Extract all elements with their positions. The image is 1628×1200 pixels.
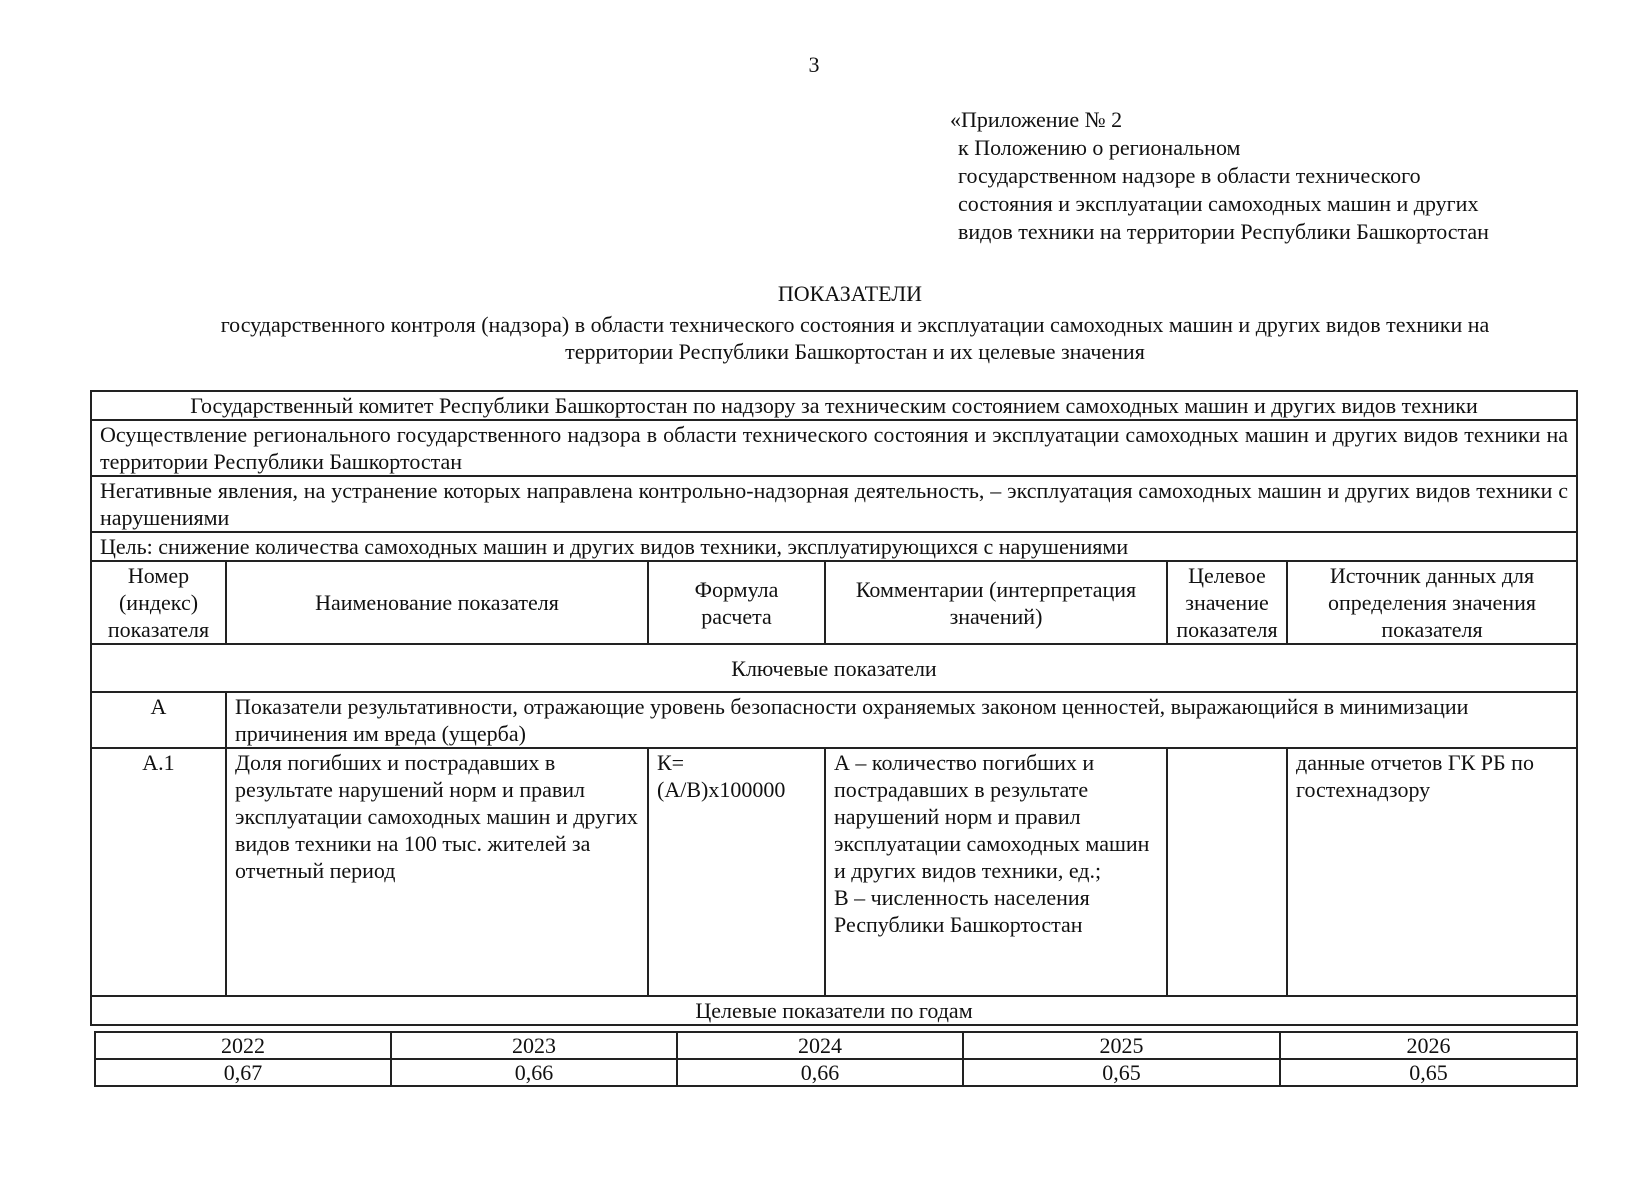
activity-row — [91, 420, 1577, 476]
year-cell: 2025 — [963, 1032, 1280, 1059]
value-cell: 0,65 — [963, 1059, 1280, 1086]
key-section-cell: Ключевые показатели — [91, 644, 1577, 692]
annex-line: «Приложение № 2 — [950, 107, 1123, 132]
comment-a: А – количество погибших и пострадавших в результате нарушений норм и правил эксплуатации самоходных машин и других видов техники, ед.; — [834, 750, 1150, 883]
activity-cell: Осуществление регионального государственного надзора в области технического состояния и эксплуатации самоходных машин и других видов техники на территории Республики Башкортостан — [91, 420, 1577, 476]
goal-row — [91, 532, 1577, 561]
group-a-text: Показатели результативности, отражающие уровень безопасности охраняемых законом ценностей, выражающийся в минимизации причинения им вреда (ущерба) — [226, 692, 1577, 748]
year-cell: 2026 — [1280, 1032, 1577, 1059]
value-cell: 0,65 — [1280, 1059, 1577, 1086]
row-a1-comments — [825, 748, 1167, 996]
row-a1-formula — [648, 748, 825, 996]
group-a-row — [91, 692, 1577, 748]
goal-cell: Цель: снижение количества самоходных машин и других видов техники, эксплуатирующихся с нарушениями — [91, 532, 1577, 561]
value-cell: 0,67 — [95, 1059, 391, 1086]
years-table — [94, 1031, 1578, 1087]
annex-line: видов техники на территории Республики Башкортостан — [958, 219, 1489, 244]
indicators-table — [90, 390, 1578, 1026]
targets-by-year-cell: Целевые показатели по годам — [91, 996, 1577, 1025]
annex-line: государственном надзоре в области технического — [958, 163, 1421, 188]
year-cell: 2024 — [677, 1032, 963, 1059]
value-cell: 0,66 — [391, 1059, 677, 1086]
header-source: Источник данных для определения значения показателя — [1287, 561, 1577, 644]
group-a-index: А — [91, 692, 226, 748]
header-comments: Комментарии (интерпретация значений) — [825, 561, 1167, 644]
key-section-row — [91, 644, 1577, 692]
negative-cell: Негативные явления, на устранение которых направлена контрольно-надзорная деятельность, – эксплуатация самоходных машин и других видов техники с нарушениями — [91, 476, 1577, 532]
year-cell: 2022 — [95, 1032, 391, 1059]
targets-by-year-row — [91, 996, 1577, 1025]
formula-line: (А/В)х100000 — [657, 777, 786, 802]
header-formula: Формула расчета — [648, 561, 825, 644]
agency-cell: Государственный комитет Республики Башкортостан по надзору за техническим состоянием самоходных машин и других видов техники — [91, 391, 1577, 420]
header-number: Номер (индекс) показателя — [91, 561, 226, 644]
row-a1-name: Доля погибших и пострадавших в результате нарушений норм и правил эксплуатации самоходных машин и других видов техники на 100 тыс. жителей за отчетный период — [226, 748, 648, 996]
document-title: ПОКАЗАТЕЛИ — [777, 281, 923, 306]
annex-line: к Положению о региональном — [958, 135, 1241, 160]
comment-b: В – численность населения Республики Башкортостан — [834, 885, 1090, 937]
annex-block — [950, 106, 1570, 246]
agency-row — [91, 391, 1577, 420]
document-subtitle: государственного контроля (надзора) в области технического состояния и эксплуатации самоходных машин и других видов техники на территории Республики Башкортостан и их целевые значения — [220, 312, 1490, 364]
header-row — [91, 561, 1577, 644]
years-row — [95, 1032, 1577, 1059]
negative-row — [91, 476, 1577, 532]
table-row — [91, 748, 1577, 996]
header-target: Целевое значение показателя — [1167, 561, 1287, 644]
header-name: Наименование показателя — [226, 561, 648, 644]
row-a1-source: данные отчетов ГК РБ по гостехнадзору — [1287, 748, 1577, 996]
year-cell: 2023 — [391, 1032, 677, 1059]
annex-line: состояния и эксплуатации самоходных машин и других — [958, 191, 1479, 216]
formula-line: К= — [657, 750, 685, 775]
value-cell: 0,66 — [677, 1059, 963, 1086]
row-a1-index: А.1 — [91, 748, 226, 996]
row-a1-target — [1167, 748, 1287, 996]
page-number: 3 — [808, 52, 820, 77]
values-row — [95, 1059, 1577, 1086]
